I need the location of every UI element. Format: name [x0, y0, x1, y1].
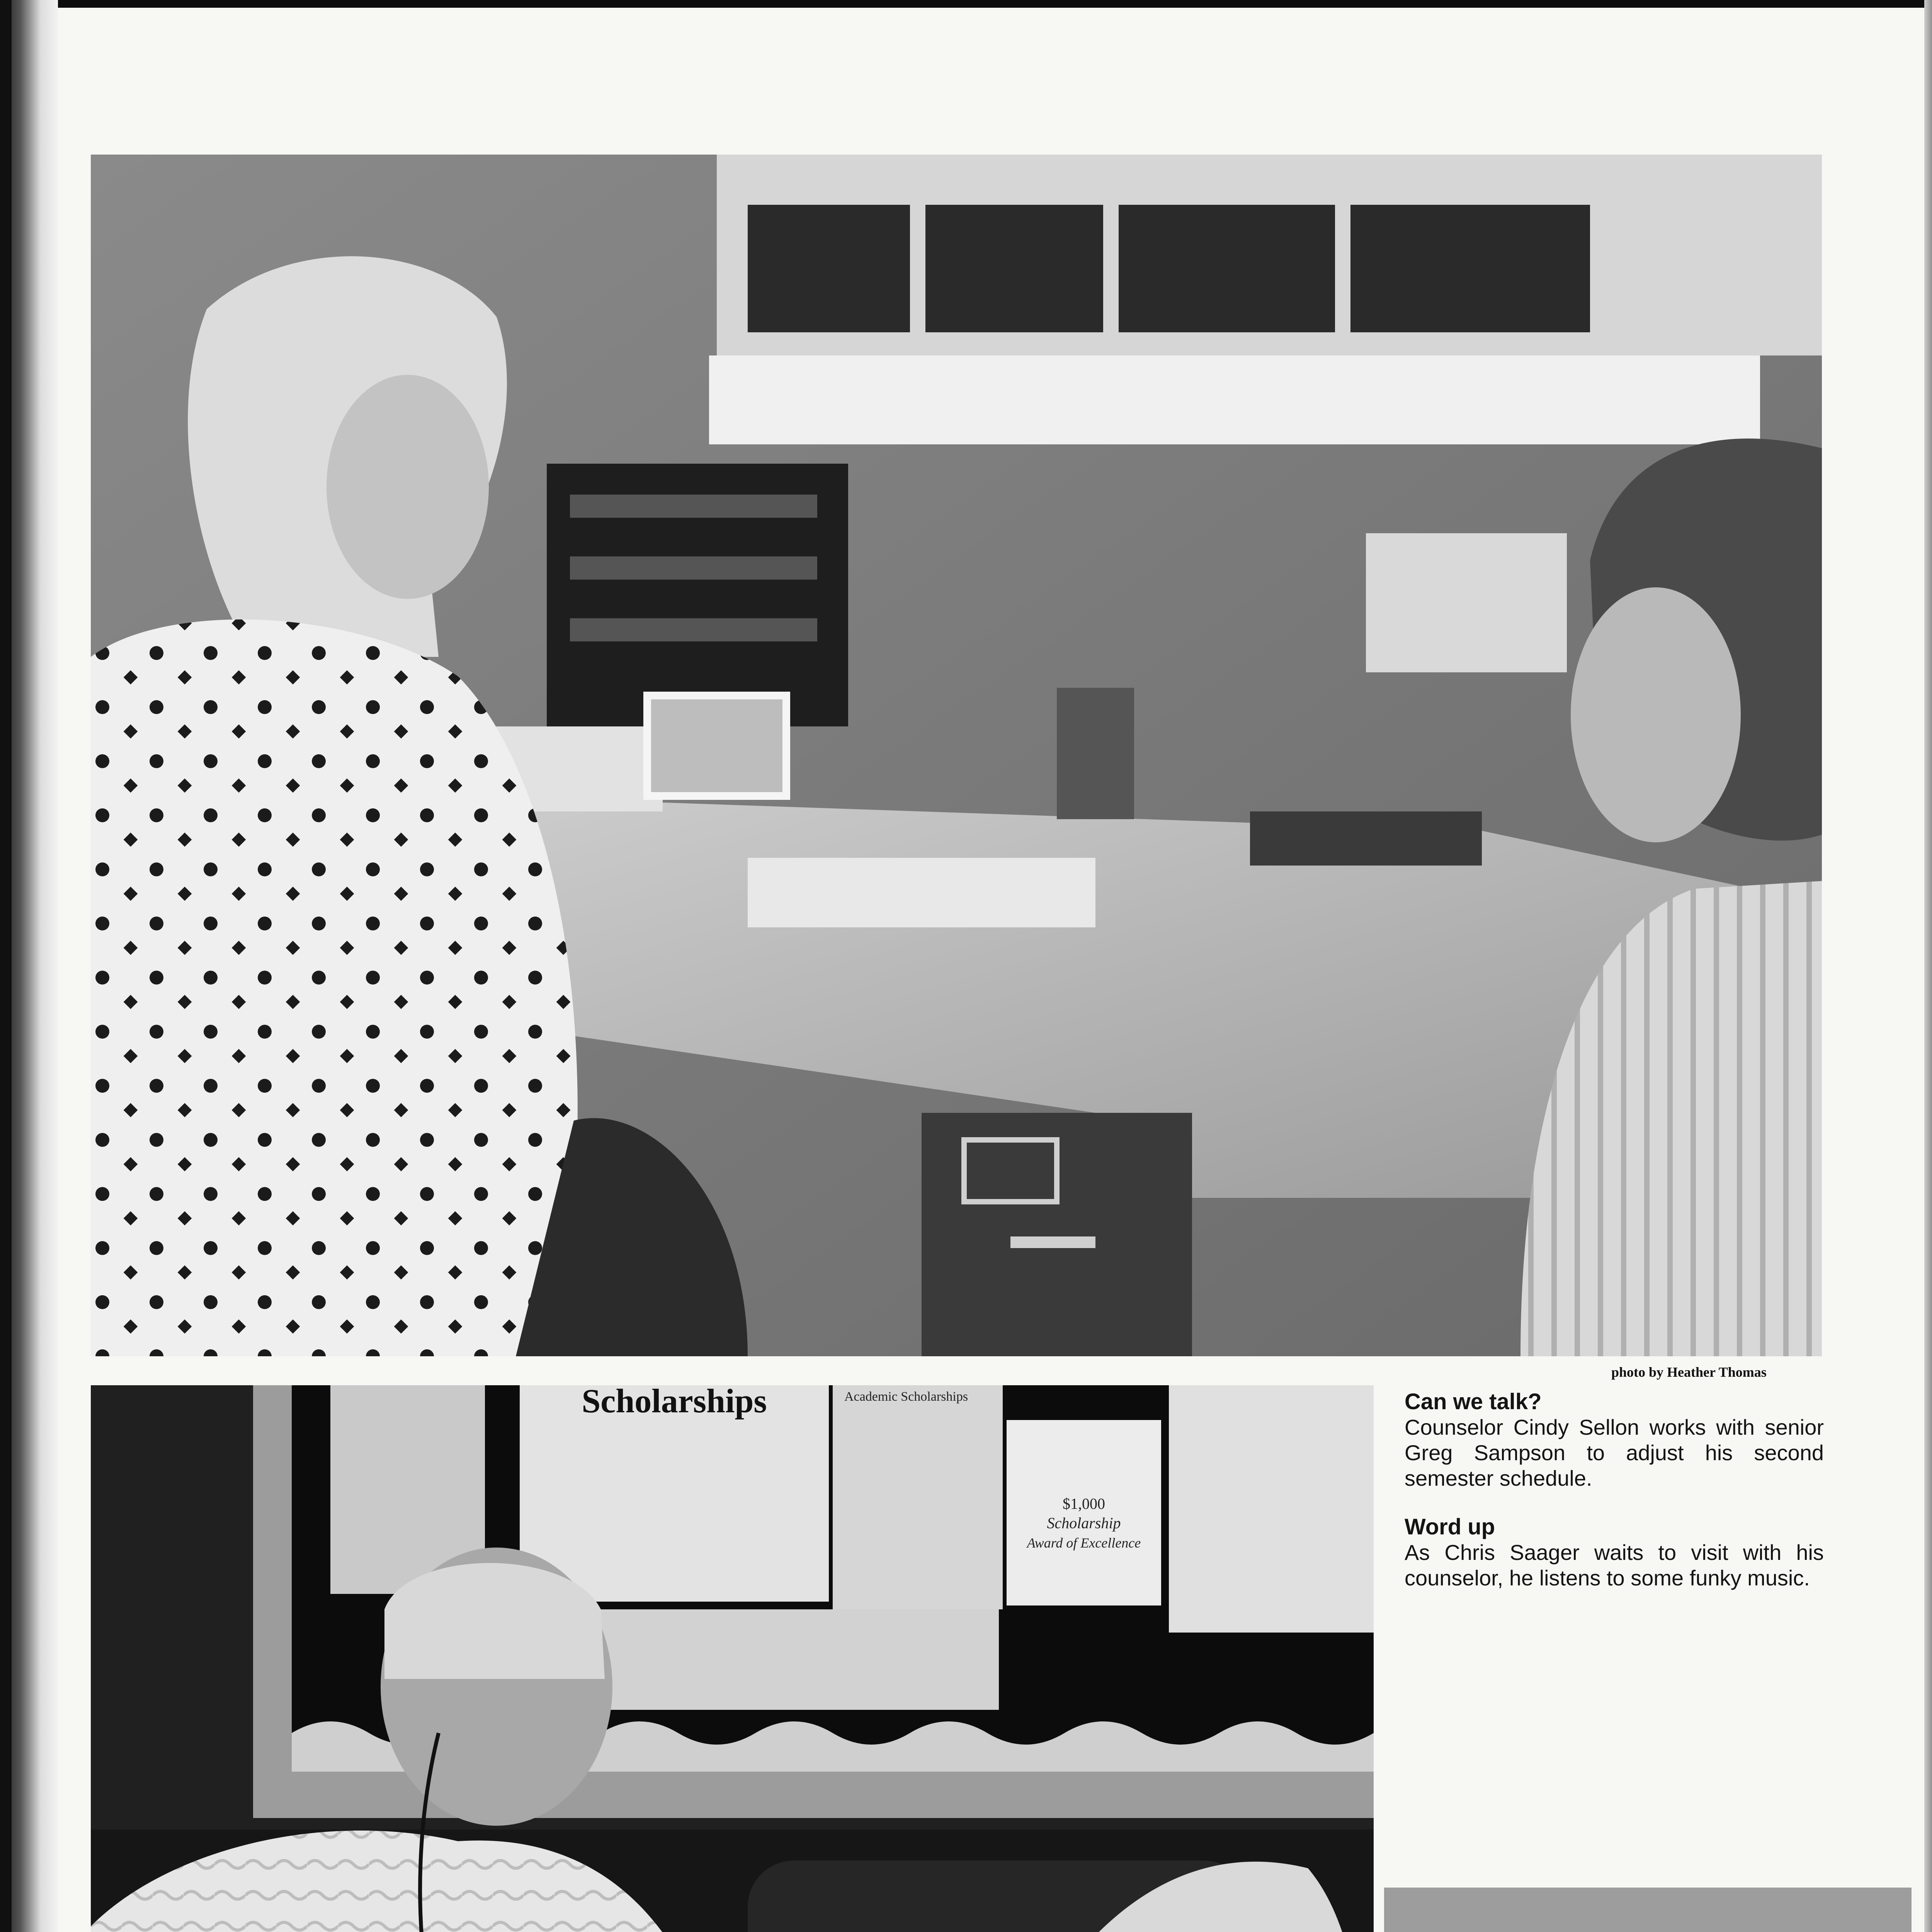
photo-captions — [1405, 1389, 1824, 1614]
page-right-edge — [1924, 0, 1932, 1932]
caption-body: Counselor Cindy Sellon works with senior Greg Sampson to adjust his second semester schedule. — [1405, 1415, 1824, 1490]
gray-screen-box — [1384, 1888, 1912, 1932]
bulletin-subheading: Academic Scholarships — [844, 1389, 968, 1404]
bulletin-list — [1169, 1385, 1374, 1633]
counseling-session-illustration — [91, 155, 1822, 1356]
waiting-student-illustration — [91, 1385, 1374, 1932]
mail-cubby — [748, 205, 910, 332]
mail-cubby — [1350, 205, 1590, 332]
poster-line-2: Award of Excellence — [1027, 1535, 1141, 1551]
caption-body: As Chris Saager waits to visit with his counselor, he listens to some funky music. — [1405, 1540, 1824, 1590]
photo-credit-top: photo by Heather Thomas — [1611, 1364, 1767, 1380]
counselor-face — [327, 375, 489, 599]
cup — [1057, 688, 1134, 819]
bulletin-heading: Scholarships — [582, 1385, 767, 1420]
stapler — [1250, 811, 1482, 866]
counseling-session-photo — [91, 155, 1822, 1356]
caption-title: Word up — [1405, 1514, 1495, 1539]
mail-cubby — [925, 205, 1103, 332]
mail-cubby — [1119, 205, 1335, 332]
bulletin-flyer — [833, 1385, 1003, 1609]
waiting-student-photo — [91, 1385, 1374, 1932]
picture-frame — [647, 696, 786, 796]
poster-amount: $1,000 — [1063, 1495, 1105, 1512]
student-face — [1571, 587, 1741, 842]
scholarship-award-poster — [1007, 1420, 1161, 1605]
caption-title: Can we talk? — [1405, 1389, 1542, 1414]
previous-page-edge — [0, 0, 12, 1932]
poster-line-1: Scholarship — [1047, 1514, 1121, 1532]
